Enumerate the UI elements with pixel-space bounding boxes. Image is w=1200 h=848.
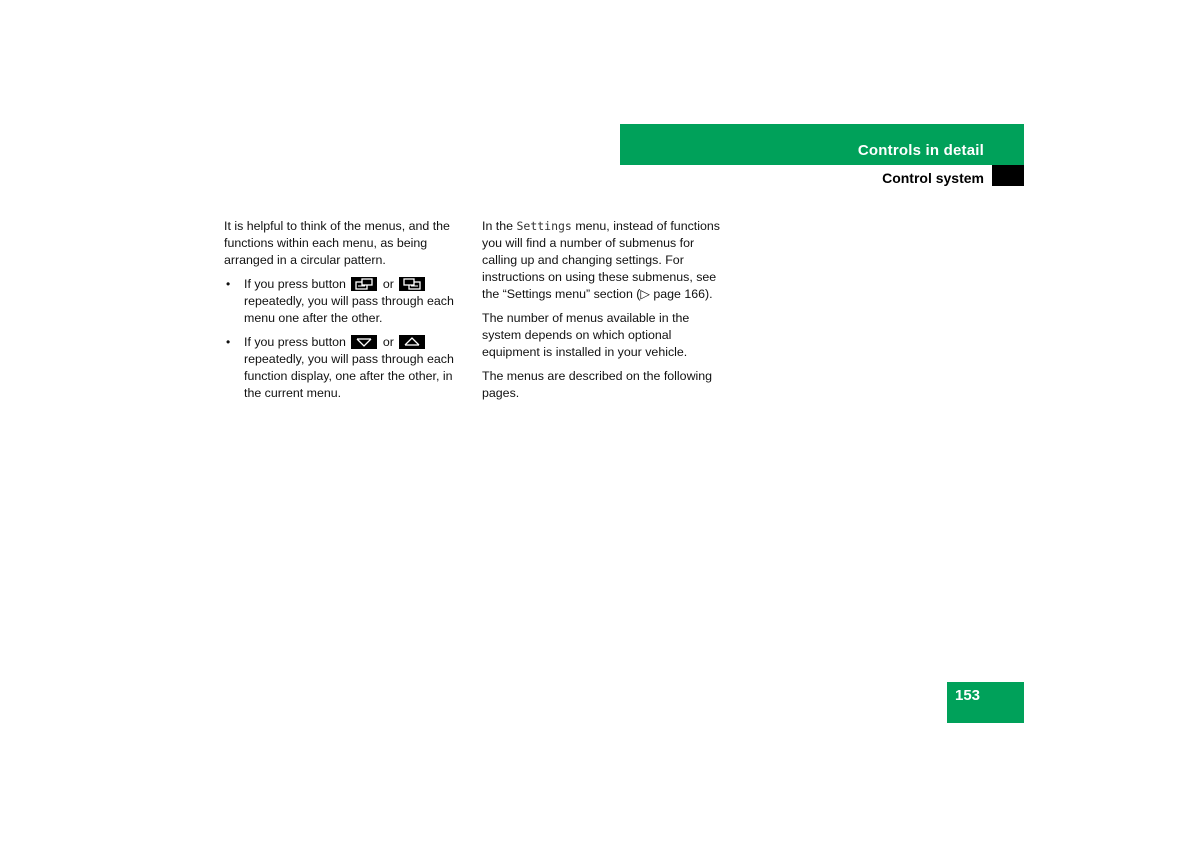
menus-described-paragraph: The menus are described on the following pages. [482, 369, 713, 400]
menu-forward-button-icon [351, 277, 377, 291]
subsection-marker [992, 165, 1024, 186]
settings-paragraph [482, 218, 728, 303]
list-item [224, 334, 468, 402]
bullet1-or: or [382, 277, 394, 291]
bullet-marker: • [226, 277, 231, 291]
page-number: 153 [954, 687, 981, 704]
intro-paragraph: It is helpful to think of the menus, and the functions within each menu, as being arranged in a circular pattern. [224, 219, 450, 267]
bullet-marker: • [226, 335, 231, 349]
list-item [224, 276, 468, 327]
bullet2-before: If you press button [244, 335, 346, 349]
left-column [224, 218, 468, 409]
settings-menu-name: Settings [516, 219, 572, 233]
section-header-bar [620, 124, 1024, 165]
para1-before: In the [482, 219, 514, 233]
page-number-box [947, 682, 1024, 723]
menus-count-paragraph: The number of menus available in the system depends on which optional equipment is installed in your vehicle. [482, 311, 690, 359]
right-column [482, 218, 728, 409]
bullet-list [224, 276, 468, 402]
section-title: Controls in detail [857, 142, 984, 159]
bullet1-after: repeatedly, you will pass through each menu one after the other. [244, 294, 454, 325]
bullet1-before: If you press button [244, 277, 346, 291]
para1-after: menu, instead of functions you will find a number of submenus for calling up and changing settings. For instructions on using these submenus, see the “Settings menu” section (▷ page 166). [482, 219, 720, 301]
up-arrow-button-icon [399, 335, 425, 349]
down-arrow-button-icon [351, 335, 377, 349]
bullet2-after: repeatedly, you will pass through each function display, one after the other, in the current menu. [244, 352, 454, 400]
menu-back-button-icon [399, 277, 425, 291]
bullet2-or: or [382, 335, 394, 349]
subsection-title: Control system [882, 170, 984, 186]
